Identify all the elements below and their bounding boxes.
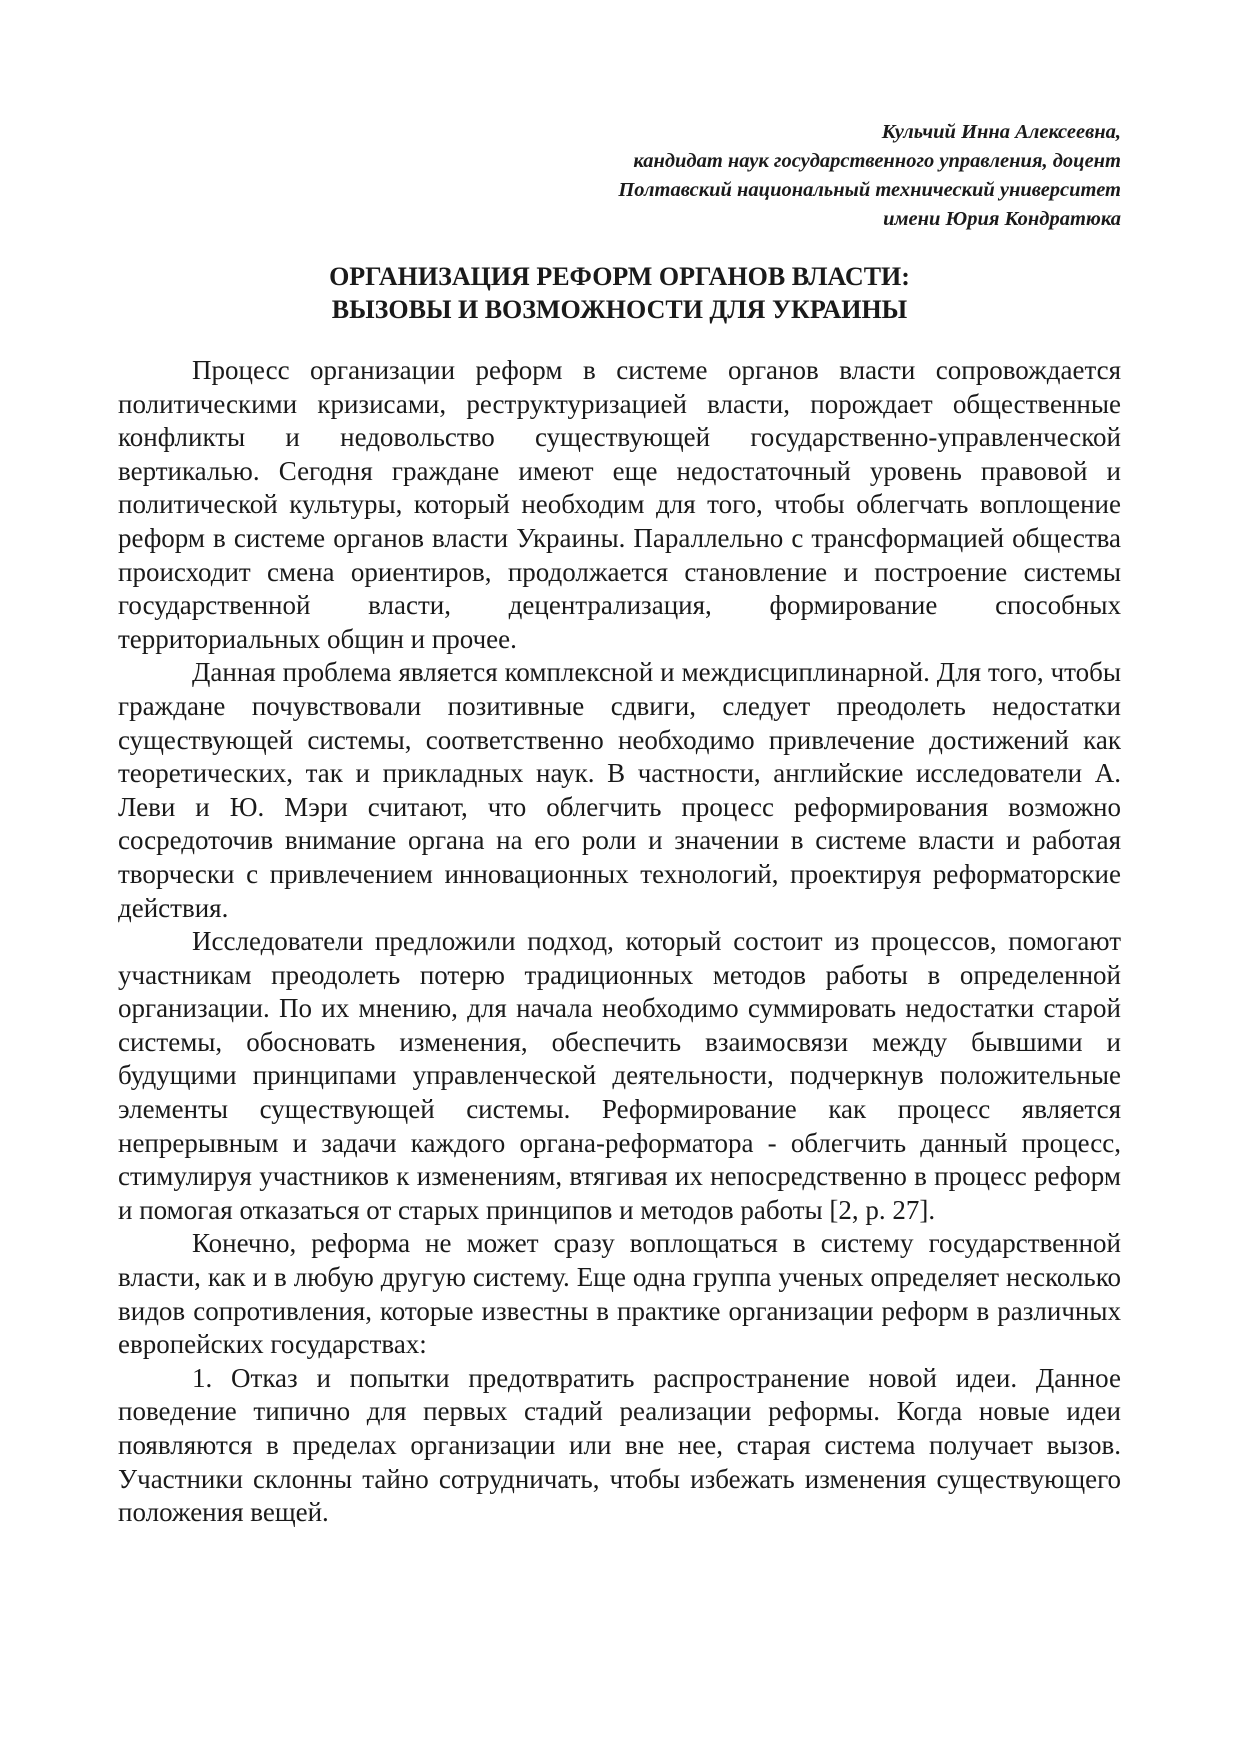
author-degree: кандидат наук государственного управления, доцент [633,150,1121,172]
article-body [118,354,1121,1530]
paragraph: Исследователи предложили подход, который состоит из процессов, помогают участникам преодолеть потерю традиционных методов работы в определенной организации. По их мнению, для начала необходимо суммировать недостатки старой системы, обосновать изменения, обеспечить взаимосвязи между бывшими и будущими принципами управленческой деятельности, подчеркнув положительные элементы существующей системы. Реформирование как процесс является непрерывным и задачи каждого органа-реформатора - облегчить данный процесс, стимулируя участников к изменениям, втягивая их непосредственно в процесс реформ и помогая отказаться от старых принципов и методов работы [2, p. 27]. [118,926,1121,1225]
article-title [118,260,1121,326]
paragraph: Конечно, реформа не может сразу воплощаться в систему государственной власти, как и в любую другую систему. Еще одна группа ученых определяет несколько видов сопротивления, которые известны в практике организации реформ в различных европейских государствах: [118,1228,1121,1360]
paragraph: Данная проблема является комплексной и междисциплинарной. Для того, чтобы граждане почувствовали позитивные сдвиги, следует преодолеть недостатки существующей системы, соответственно необходимо привлечение достижений как теоретических, так и прикладных наук. В частности, английские исследователи А. Леви и Ю. Мэри считают, что облегчить процесс реформирования возможно сосредоточив внимание органа на его роли и значении в системе власти и работая творчески с привлечением инновационных технологий, проектируя реформаторские действия. [118,657,1121,923]
document-page [118,118,1121,1530]
author-block [118,118,1121,234]
paragraph: Процесс организации реформ в системе органов власти сопровождается политическими кризисами, реструктуризацией власти, порождает общественные конфликты и недовольство существующей государственно-управленческой вертикалью. Сегодня граждане имеют еще недостаточный уровень правовой и политической культуры, который необходим для того, чтобы облегчать воплощение реформ в системе органов власти Украины. Параллельно с трансформацией общества происходит смена ориентиров, продолжается становление и построение системы государственной власти, децентрализация, формирование способных территориальных общин и прочее. [118,355,1121,654]
title-line-1: ОРГАНИЗАЦИЯ РЕФОРМ ОРГАНОВ ВЛАСТИ: [329,262,910,291]
author-name: Кульчий Инна Алексеевна, [881,121,1121,143]
author-university-name: имени Юрия Кондратюка [883,208,1121,230]
title-line-2: ВЫЗОВЫ И ВОЗМОЖНОСТИ ДЛЯ УКРАИНЫ [331,295,908,324]
paragraph: 1. Отказ и попытки предотвратить распространение новой идеи. Данное поведение типично для первых стадий реализации реформы. Когда новые идеи появляются в пределах организации или вне нее, старая система получает вызов. Участники склонны тайно сотрудничать, чтобы избежать изменения существующего положения вещей. [118,1362,1121,1528]
author-university: Полтавский национальный технический университет [618,179,1121,201]
